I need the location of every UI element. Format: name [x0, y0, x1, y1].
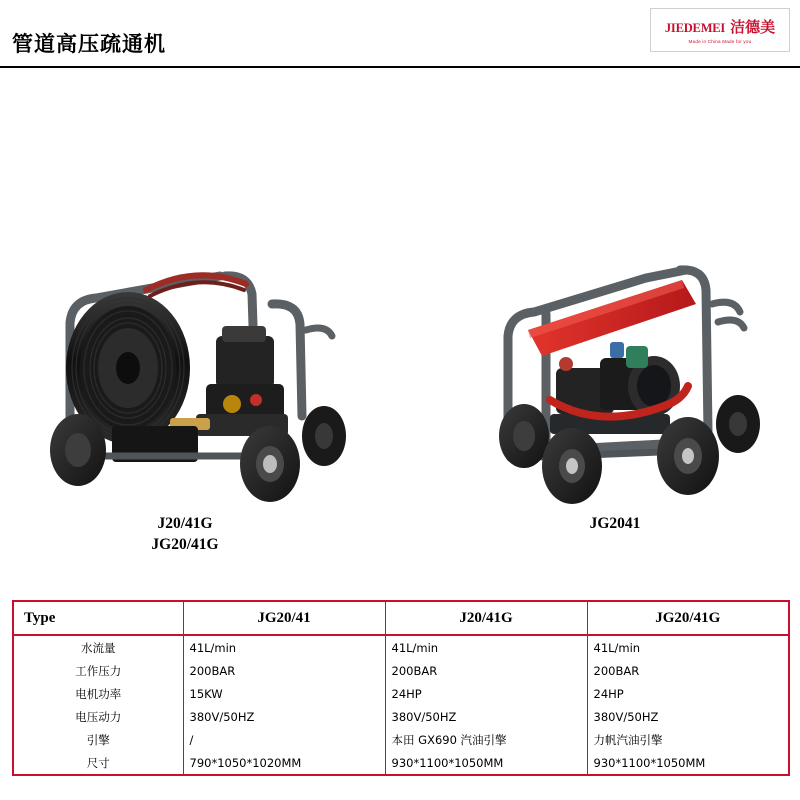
- row-value: 930*1100*1050MM: [587, 751, 789, 775]
- row-value: 24HP: [587, 682, 789, 705]
- logo-english-name: JIEDEMEI: [664, 21, 726, 35]
- row-label: 电机功率: [13, 682, 183, 705]
- row-label: 水流量: [13, 635, 183, 659]
- table-header-row: [13, 601, 789, 635]
- brand-logo: [650, 8, 790, 52]
- product-caption-right-line1: JG2041: [589, 515, 641, 532]
- row-value: 380V/50HZ: [385, 705, 587, 728]
- table-header-model-2: J20/41G: [385, 601, 587, 635]
- row-value: 24HP: [385, 682, 587, 705]
- table-header-model-3: JG20/41G: [587, 601, 789, 635]
- table-row: [13, 751, 789, 775]
- product-caption-left-line1: J20/41G: [157, 515, 213, 532]
- row-value: 本田 GX690 汽油引擎: [385, 728, 587, 751]
- page-header: [0, 0, 800, 68]
- product-caption-left: [20, 514, 350, 556]
- product-item-left: [20, 218, 350, 556]
- table-header-type: Type: [13, 601, 183, 635]
- row-value: /: [183, 728, 385, 751]
- specification-table: [12, 600, 790, 776]
- row-value: 力帆汽油引擎: [587, 728, 789, 751]
- product-caption-left-line2: JG20/41G: [151, 535, 219, 553]
- table-row: [13, 705, 789, 728]
- row-value: 200BAR: [385, 659, 587, 682]
- product-caption-right: [450, 514, 780, 535]
- product-item-right: [450, 218, 780, 535]
- row-value: 15KW: [183, 682, 385, 705]
- specification-table-wrapper: [12, 600, 788, 776]
- table-row: [13, 659, 789, 682]
- row-value: 380V/50HZ: [183, 705, 385, 728]
- logo-chinese-name: 洁德美: [730, 18, 776, 36]
- product-gallery: [0, 68, 800, 588]
- row-label: 引擎: [13, 728, 183, 751]
- row-value: 380V/50HZ: [587, 705, 789, 728]
- row-label: 尺寸: [13, 751, 183, 775]
- table-row: [13, 635, 789, 659]
- row-label: 工作压力: [13, 659, 183, 682]
- row-value: 41L/min: [587, 635, 789, 659]
- row-value: 790*1050*1020MM: [183, 751, 385, 775]
- logo-text-row: [665, 16, 775, 37]
- table-header-model-1: JG20/41: [183, 601, 385, 635]
- table-row: [13, 682, 789, 705]
- row-label: 电压动力: [13, 705, 183, 728]
- row-value: 200BAR: [587, 659, 789, 682]
- product-photo-red-canopy-machine: [450, 218, 780, 508]
- page-title: 管道高压疏通机: [12, 32, 166, 56]
- product-photo-hose-reel-machine: [20, 218, 350, 508]
- row-value: 200BAR: [183, 659, 385, 682]
- table-row: [13, 728, 789, 751]
- row-value: 41L/min: [385, 635, 587, 659]
- logo-tagline: Made in China Made for you: [688, 39, 752, 44]
- row-value: 930*1100*1050MM: [385, 751, 587, 775]
- row-value: 41L/min: [183, 635, 385, 659]
